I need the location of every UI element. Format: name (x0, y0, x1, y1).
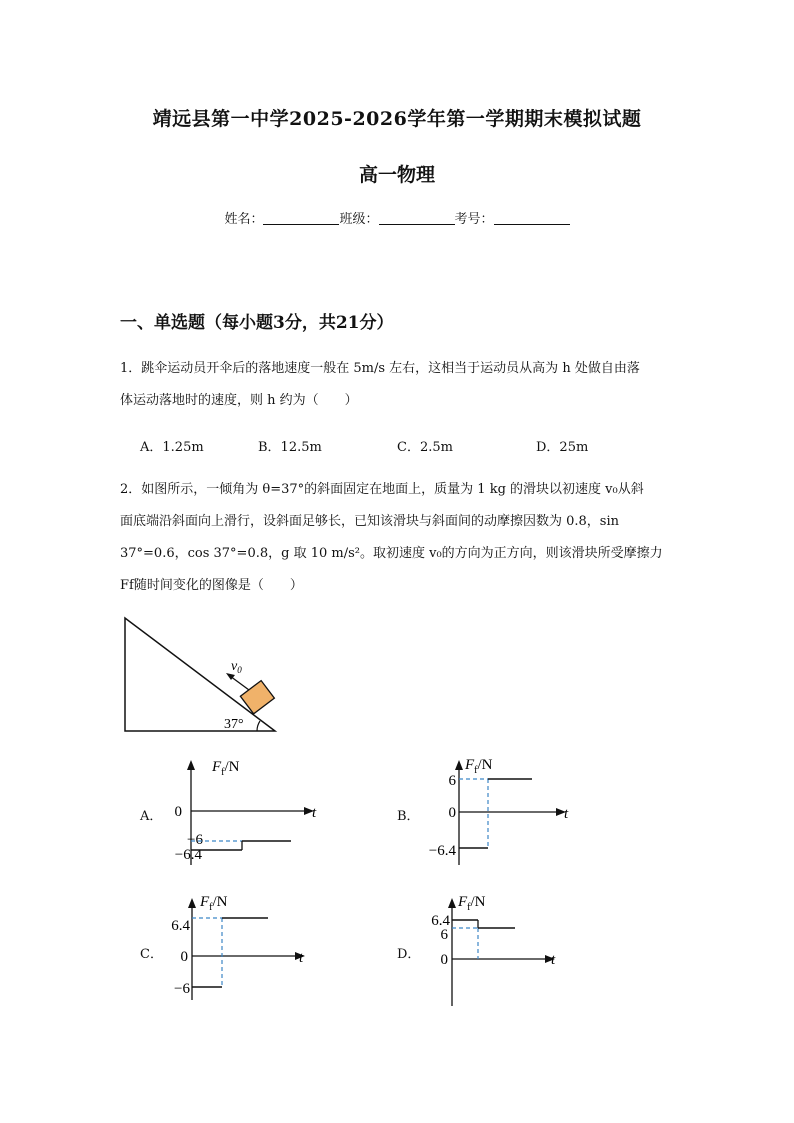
graph-c-t-label: t (299, 950, 304, 966)
question-1-line-1: 1．跳伞运动员开伞后的落地速度一般在 5m/s 左右，这相当于运动员从高为 h 处做自由落 (120, 361, 640, 376)
velocity-arrow (230, 676, 249, 690)
question-1-line-2: 体运动落地时的速度，则 h 约为（ ） (120, 393, 358, 408)
class-blank[interactable] (379, 210, 455, 225)
section-heading: 一、单选题（每小题3分，共21分） (120, 313, 394, 333)
angle-arc (257, 721, 260, 731)
graph-a-y-arrow (187, 760, 195, 770)
exam-number-blank[interactable] (494, 210, 570, 225)
graph-c-y-label: $F_f/N$ (200, 894, 228, 913)
q1-option-a: A．1.25m (140, 440, 204, 455)
graph-a-y-label: $F_f/N$ (212, 759, 240, 778)
graph-a-tick-upper: −6 (187, 832, 203, 848)
graph-c-y-arrow (188, 898, 196, 908)
question-2-line-3: 37°=0.6，cos 37°=0.8，g 取 10 m/s²。取初速度 v₀的方向为正方向，则该滑块所受摩擦力 (120, 546, 663, 561)
incline-triangle (125, 618, 275, 731)
exam-subtitle: 高一物理 (358, 164, 435, 186)
velocity-label: $v_0$ (231, 659, 242, 675)
q1-option-b: B．12.5m (258, 440, 322, 455)
graph-d-zero-label: 0 (440, 952, 448, 968)
graph-b-tick-upper: 6 (448, 773, 456, 789)
question-2-line-2: 面底端沿斜面向上滑行，设斜面足够长，已知该滑块与斜面间的动摩擦因数为 0.8，sin (120, 514, 620, 529)
student-info-row (0, 208, 794, 227)
q1-option-d: D．25m (536, 440, 589, 455)
graph-d-y-label: $F_f/N$ (458, 894, 486, 913)
graph-a-t-label: t (312, 805, 317, 821)
graph-d-tick-mid: 6 (440, 927, 448, 943)
question-2-line-4: Ff随时间变化的图像是（ ） (120, 578, 303, 593)
graph-d-tick-upper: 6.4 (431, 913, 450, 929)
angle-label: 37° (224, 717, 244, 732)
class-label: 班级： (339, 212, 379, 227)
graph-d-letter: D． (397, 947, 421, 962)
question-2 (120, 474, 676, 602)
graph-a-tick-lower: −6.4 (174, 847, 202, 863)
graph-c-letter: C． (140, 947, 163, 962)
question-1 (120, 353, 676, 417)
graph-b (416, 750, 586, 870)
graph-c-tick-lower: −6 (174, 981, 190, 997)
graph-a (160, 750, 330, 870)
exam-title: 靖远县第一中学2025-2026学年第一学期期末模拟试题 (152, 108, 642, 130)
exam-number-label: 考号： (454, 212, 494, 227)
incline-figure (118, 612, 288, 737)
name-label: 姓名： (224, 212, 264, 227)
graph-b-tick-lower: −6.4 (428, 843, 456, 859)
graph-a-letter: A． (140, 809, 163, 824)
graph-c-tick-upper: 6.4 (171, 918, 190, 934)
graph-b-letter: B． (397, 809, 420, 824)
graph-b-t-label: t (564, 806, 569, 822)
q1-option-c: C．2.5m (397, 440, 453, 455)
question-2-line-1: 2．如图所示，一倾角为 θ=37°的斜面固定在地面上，质量为 1 kg 的滑块以初速度 v₀从斜 (120, 482, 644, 497)
graph-d-y-arrow (448, 898, 456, 908)
graph-b-y-label: $F_f/N$ (465, 757, 493, 776)
graph-d-t-label: t (551, 952, 556, 968)
graph-b-zero-label: 0 (448, 805, 456, 821)
graph-a-zero-label: 0 (174, 804, 182, 820)
graph-d (416, 888, 576, 1013)
graph-c (160, 888, 320, 1008)
name-blank[interactable] (263, 210, 339, 225)
graph-c-zero-label: 0 (180, 949, 188, 965)
graph-b-y-arrow (455, 760, 463, 770)
